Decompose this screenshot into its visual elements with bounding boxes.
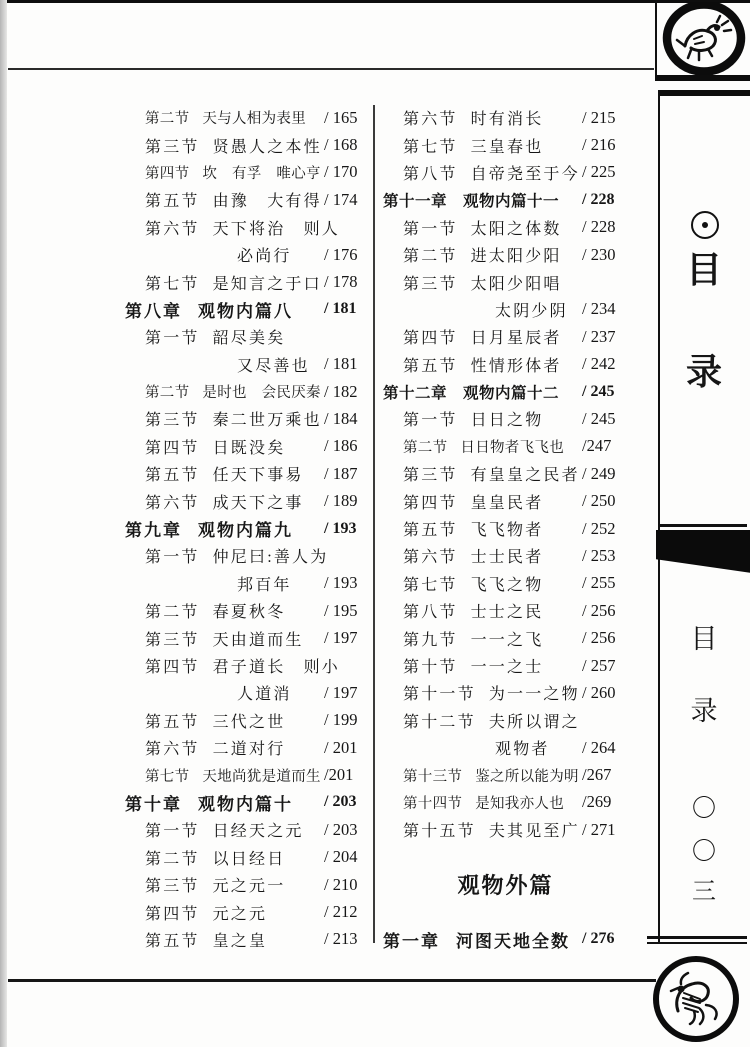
toc-row-label: 第十二节: [403, 713, 476, 731]
toc-row-label: 第十一章: [383, 192, 448, 210]
toc-chapter-row: [383, 926, 628, 953]
toc-row-label: 第四节: [403, 330, 458, 348]
toc-row-title: 皇皇民者: [470, 494, 544, 512]
toc-row: [125, 926, 370, 953]
toc-row: [125, 351, 370, 378]
sidebar-subtitle-char: 录: [690, 696, 718, 726]
toc-row-label: 第五节: [145, 193, 200, 211]
toc-row: [125, 186, 370, 213]
toc-row: [383, 268, 628, 295]
toc-row-title: 夫所以谓之: [488, 713, 580, 731]
toc-right-column: [383, 104, 628, 953]
dragon-seal-icon: [661, 2, 747, 80]
toc-row-page: / 174: [324, 189, 358, 209]
toc-row-page: / 228: [582, 190, 615, 208]
column-divider: [373, 105, 375, 943]
toc-row-title: 是知言之于口: [212, 275, 322, 293]
toc-row: [125, 159, 370, 186]
toc-row-label: 第六节: [145, 220, 200, 238]
toc-row-page: / 204: [324, 847, 358, 867]
toc-row-label: 第八章: [125, 301, 182, 321]
toc-row-label: 第二节: [403, 248, 458, 266]
toc-row-label: 第一节: [145, 823, 200, 841]
toc-row-label: 第九章: [125, 521, 182, 541]
toc-row-title: 太阳少阳唱: [470, 275, 562, 293]
toc-row: [125, 844, 370, 871]
toc-row-page: /267: [582, 765, 612, 785]
toc-row-label: 第八节: [403, 165, 458, 183]
toc-row-title: 观物内篇十: [198, 794, 293, 814]
toc-row: [125, 487, 370, 514]
toc-row-title: 元之元一: [212, 878, 286, 896]
toc-row-title: 观物内篇十一: [463, 192, 560, 210]
toc-row-title: 观物者: [495, 741, 550, 759]
toc-row: [383, 214, 628, 241]
toc-row: [125, 707, 370, 734]
toc-row-title: 以日经日: [212, 850, 286, 868]
toc-row-page: / 193: [324, 573, 358, 593]
sidebar-subtitle-char: 目: [690, 624, 718, 654]
toc-row-page: / 228: [582, 217, 616, 237]
toc-row-label: 第五节: [403, 357, 458, 375]
toc-row: [125, 816, 370, 843]
toc-row-title: 观物内篇九: [198, 521, 293, 541]
toc-row-label: 第三节: [145, 631, 200, 649]
toc-row-label: 第二节: [145, 604, 200, 622]
toc-row: [125, 624, 370, 651]
toc-row-page: / 197: [324, 682, 358, 702]
toc-row-title: 秦二世万乘也: [212, 412, 322, 430]
toc-row: [383, 570, 628, 597]
toc-row: [125, 679, 370, 706]
toc-row-title: 一一之飞: [470, 631, 544, 649]
toc-row-label: 第十三节: [403, 768, 463, 785]
toc-row-page: / 264: [582, 737, 616, 757]
circled-dot-icon: [691, 211, 719, 239]
toc-row-title: 春夏秋冬: [212, 604, 286, 622]
toc-row-page: / 181: [324, 300, 357, 318]
toc-row: [383, 789, 628, 816]
toc-row-label: 第二节: [145, 385, 190, 402]
toc-row-title: 天由道而生: [212, 631, 304, 649]
toc-row-label: 第四节: [145, 905, 200, 923]
toc-row-label: 第十节: [403, 659, 458, 676]
toc-row-title: 是时也 会民厌秦: [202, 385, 321, 402]
sidebar-title-char: 录: [685, 352, 722, 392]
seal-cell-border: [655, 0, 657, 76]
scan-left-edge: [0, 0, 7, 1047]
toc-row-page: / 165: [324, 107, 358, 127]
toc-chapter-row: [383, 378, 628, 405]
toc-row-page: / 255: [582, 573, 616, 593]
toc-row: [383, 542, 628, 569]
toc-row-label: 第五节: [145, 467, 200, 485]
toc-row-page: / 234: [582, 299, 616, 319]
toc-row-label: 第三节: [145, 878, 200, 896]
toc-row-page: / 276: [582, 930, 615, 948]
toc-row-label: 第十二章: [383, 384, 448, 402]
part-heading: 观物外篇: [457, 873, 554, 899]
toc-row-page: / 271: [582, 819, 616, 839]
toc-row-label: 第一节: [403, 412, 458, 430]
toc-row-title: 飞飞之物: [470, 576, 544, 594]
toc-row: [383, 351, 628, 378]
toc-row-title: 为一一之物: [488, 686, 580, 704]
toc-row-title: 时有消长: [470, 111, 544, 129]
toc-row-title: 韶尽美矣: [212, 330, 286, 348]
toc-row-title: 天与人相为表里: [202, 111, 307, 128]
sidebar-ink-wedge: [656, 530, 750, 575]
toc-row-label: 第九节: [403, 631, 458, 649]
toc-row-label: 第十一节: [403, 686, 476, 704]
toc-row-page: / 187: [324, 463, 358, 483]
toc-row: [125, 104, 370, 131]
toc-row-page: / 184: [324, 408, 358, 428]
toc-row-page: / 245: [582, 408, 616, 428]
toc-row: [383, 159, 628, 186]
toc-row-page: / 242: [582, 354, 616, 374]
seal-underline: [655, 75, 750, 81]
toc-row-page: / 199: [324, 710, 358, 730]
toc-row-title: 皇之皇: [212, 932, 268, 950]
toc-row: [125, 378, 370, 405]
toc-row-title: 有皇皇之民者: [470, 467, 580, 485]
toc-row-label: 第七节: [403, 576, 458, 594]
toc-row-title: 太阴少阴: [495, 302, 568, 320]
toc-row-label: 第十五节: [403, 823, 476, 841]
toc-row-label: 第三节: [403, 275, 458, 293]
toc-row-title: 性情形体者: [470, 357, 562, 375]
content-top-rule: [8, 68, 654, 70]
toc-row: [383, 405, 628, 432]
toc-chapter-row: [125, 515, 370, 542]
toc-chapter-row: [125, 789, 370, 816]
toc-row-page: / 186: [324, 436, 358, 456]
toc-row: [125, 542, 370, 569]
toc-row-label: 第一节: [403, 220, 458, 238]
content-bottom-rule: [8, 979, 656, 982]
toc-row-title: 观物内篇八: [198, 301, 293, 321]
toc-row-label: 第六节: [145, 741, 200, 759]
toc-row: [125, 761, 370, 788]
toc-row-page: / 168: [324, 135, 358, 155]
toc-row-title: 飞飞物者: [470, 522, 544, 540]
toc-row-title: 天地尚犹是道而生: [202, 768, 321, 785]
toc-row-title: 坎 有孚 唯心亨: [202, 165, 321, 182]
toc-row-label: 第五节: [403, 522, 458, 540]
toc-row-label: 第四节: [145, 165, 190, 182]
toc-row-title: 士士之民: [470, 604, 544, 622]
toc-row: [383, 433, 628, 460]
toc-row-page: / 237: [582, 326, 616, 346]
toc-row-title: 三代之世: [212, 713, 286, 731]
folio-char: 三: [692, 879, 716, 905]
toc-row-label: 第五节: [145, 713, 200, 731]
toc-chapter-row: [125, 296, 370, 323]
toc-row: [383, 104, 628, 131]
toc-row: [383, 241, 628, 268]
toc-row: [125, 597, 370, 624]
toc-row: [125, 241, 370, 268]
toc-row-label: 第二节: [403, 439, 448, 456]
toc-row-title: 又尽善也: [237, 357, 310, 375]
toc-row-page: / 197: [324, 628, 358, 648]
folio-char: 〇: [692, 796, 716, 822]
toc-row-title: 进太阳少阳: [470, 248, 562, 266]
toc-row-page: / 203: [324, 819, 358, 839]
toc-row-title: 日既没矣: [212, 439, 286, 457]
toc-row-label: 第一节: [145, 549, 200, 567]
toc-row-label: 第十章: [125, 794, 182, 814]
toc-row-title: 二道对行: [212, 741, 286, 759]
toc-row-page: / 212: [324, 902, 358, 922]
toc-row: [125, 214, 370, 241]
toc-row-title: 任天下事易: [212, 467, 304, 485]
toc-row-page: / 260: [582, 682, 616, 702]
folio-char: 〇: [692, 839, 716, 865]
toc-row: [383, 323, 628, 350]
toc-row-title: 贤愚人之本性: [212, 138, 322, 156]
toc-row: [125, 652, 370, 679]
toc-row-title: 由豫 大有得: [212, 193, 322, 211]
toc-row: [383, 761, 628, 788]
phoenix-seal-icon: [650, 953, 742, 1047]
toc-row-page: / 203: [324, 793, 357, 811]
toc-row-page: / 256: [582, 600, 616, 620]
toc-row-title: 邦百年: [237, 576, 292, 594]
sidebar-bottom-line: [647, 942, 747, 945]
toc-row-title: 是知我亦人也: [475, 795, 565, 812]
toc-row: [125, 871, 370, 898]
toc-row-title: 自帝尧至于今: [470, 165, 580, 183]
toc-row-title: 观物内篇十二: [463, 384, 560, 402]
toc-row: [125, 268, 370, 295]
toc-row-page: / 253: [582, 545, 616, 565]
toc-row: [383, 131, 628, 158]
toc-row-page: / 178: [324, 272, 358, 292]
toc-row: [383, 652, 628, 679]
toc-row-title: 天下将治 则人: [212, 220, 341, 238]
toc-row-page: / 210: [324, 874, 358, 894]
toc-row: [125, 405, 370, 432]
toc-row: [125, 460, 370, 487]
toc-row: [125, 131, 370, 158]
toc-row-label: 第一章: [383, 931, 440, 951]
toc-row: [383, 487, 628, 514]
toc-row-label: 第六节: [145, 494, 200, 512]
toc-row-title: 必尚行: [237, 248, 292, 266]
toc-row-title: 鉴之所以能为明: [475, 768, 579, 785]
toc-row-label: 第十四节: [403, 795, 463, 812]
toc-row-page: / 195: [324, 600, 358, 620]
toc-row-label: 第八节: [403, 604, 458, 622]
toc-row-label: 第三节: [145, 138, 200, 156]
toc-row-label: 第五节: [145, 932, 200, 950]
top-edge-bar: [0, 0, 750, 3]
toc-row-label: 第一节: [145, 330, 200, 348]
toc-row: [383, 679, 628, 706]
toc-row-label: 第四节: [403, 494, 458, 512]
toc-row-page: / 249: [582, 463, 616, 483]
toc-row-page: / 216: [582, 135, 616, 155]
toc-row-label: 第三节: [145, 412, 200, 430]
toc-row-title: 日日物者飞飞也: [460, 439, 565, 456]
toc-row-page: /247: [582, 436, 612, 456]
toc-row-label: 第六节: [403, 549, 458, 567]
toc-row-page: / 189: [324, 491, 358, 511]
toc-row: [383, 515, 628, 542]
toc-row-label: 第七节: [145, 275, 200, 293]
sidebar-title-char: 目: [685, 250, 722, 290]
toc-row-title: 人道消: [237, 686, 292, 704]
toc-row-label: 第三节: [403, 467, 458, 485]
toc-row-label: 第七节: [403, 138, 458, 156]
toc-row-page: / 252: [582, 518, 616, 538]
toc-row: [383, 296, 628, 323]
toc-row-page: / 176: [324, 244, 358, 264]
toc-row: [125, 570, 370, 597]
toc-row: [383, 734, 628, 761]
toc-row-page: / 225: [582, 162, 616, 182]
toc-row-title: 太阳之体数: [470, 220, 562, 238]
toc-row-label: 第七节: [145, 768, 190, 785]
toc-row-page: / 170: [324, 162, 358, 182]
toc-row-title: 君子道长 则小: [212, 659, 341, 676]
toc-row-title: 一一之士: [470, 659, 544, 676]
toc-row-page: / 256: [582, 628, 616, 648]
toc-row-page: / 250: [582, 491, 616, 511]
sidebar-bottom-line: [647, 936, 747, 939]
part-heading-row: [383, 871, 628, 898]
toc-left-column: [125, 104, 370, 953]
toc-row-title: 日日之物: [470, 412, 544, 430]
toc-row-page: / 245: [582, 382, 615, 400]
toc-row-label: 第六节: [403, 111, 458, 129]
toc-row-label: 第二节: [145, 850, 200, 868]
toc-row-title: 士士民者: [470, 549, 544, 567]
toc-row-label: 第二节: [145, 111, 190, 128]
toc-row: [383, 624, 628, 651]
toc-row-page: / 193: [324, 519, 357, 537]
toc-row-label: 第四节: [145, 439, 200, 457]
toc-row-page: / 230: [582, 244, 616, 264]
toc-row-page: /269: [582, 792, 612, 812]
toc-row-page: / 181: [324, 354, 358, 374]
toc-row-title: 仲尼曰:善人为: [212, 549, 329, 567]
toc-row: [383, 707, 628, 734]
toc-row: [383, 816, 628, 843]
toc-row-label: 第四节: [145, 659, 200, 676]
toc-row-page: /201: [324, 765, 354, 785]
toc-row: [383, 460, 628, 487]
toc-row: [125, 734, 370, 761]
toc-row-title: 三皇春也: [470, 138, 544, 156]
toc-row-title: 河图天地全数: [456, 931, 570, 951]
toc-row-title: 元之元: [212, 905, 268, 923]
sidebar-top-bar: [658, 90, 750, 96]
sidebar-thin-rule: [658, 524, 747, 527]
toc-row: [125, 323, 370, 350]
toc-row-page: / 182: [324, 381, 358, 401]
toc-row: [125, 433, 370, 460]
toc-row-title: 日月星辰者: [470, 330, 562, 348]
toc-row-title: 成天下之事: [212, 494, 304, 512]
toc-row-title: 日经天之元: [212, 823, 304, 841]
toc-row-page: / 257: [582, 655, 616, 675]
toc-row: [125, 898, 370, 925]
toc-row-page: / 201: [324, 737, 358, 757]
toc-chapter-row: [383, 186, 628, 213]
toc-row: [383, 597, 628, 624]
toc-row-page: / 213: [324, 929, 358, 949]
toc-row-title: 夫其见至广: [488, 823, 580, 841]
toc-row-page: / 215: [582, 107, 616, 127]
